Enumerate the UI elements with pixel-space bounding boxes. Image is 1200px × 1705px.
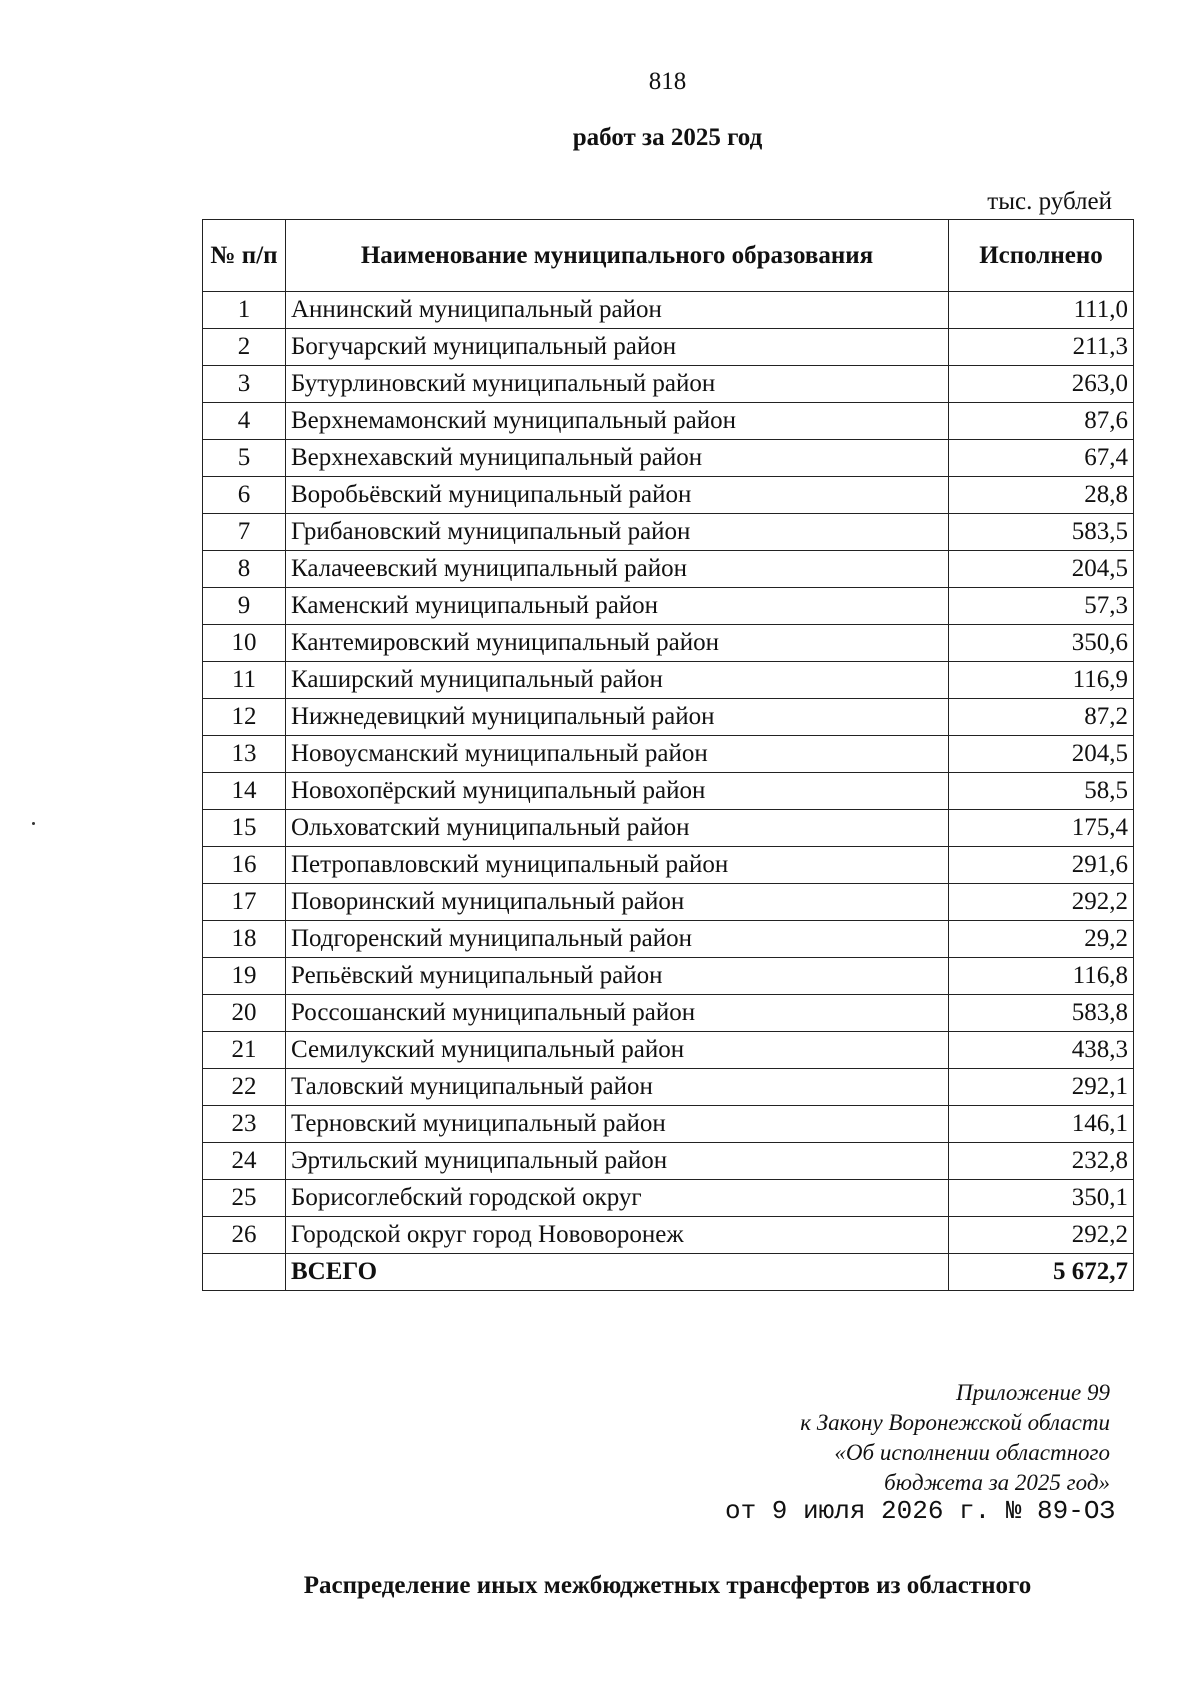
row-value: 583,5	[949, 514, 1134, 551]
row-name: Репьёвский муниципальный район	[286, 958, 949, 995]
row-name: Воробьёвский муниципальный район	[286, 477, 949, 514]
table-body	[203, 292, 1134, 1254]
table-row	[203, 625, 1134, 662]
row-number: 11	[203, 662, 286, 699]
row-value: 116,9	[949, 662, 1134, 699]
row-number: 10	[203, 625, 286, 662]
row-name: Борисоглебский городской округ	[286, 1180, 949, 1217]
row-number: 7	[203, 514, 286, 551]
table-row	[203, 958, 1134, 995]
row-name: Таловский муниципальный район	[286, 1069, 949, 1106]
row-value: 175,4	[949, 810, 1134, 847]
row-name: Новохопёрский муниципальный район	[286, 773, 949, 810]
row-number: 4	[203, 403, 286, 440]
row-number: 24	[203, 1143, 286, 1180]
table-row	[203, 1217, 1134, 1254]
row-number: 26	[203, 1217, 286, 1254]
row-value: 146,1	[949, 1106, 1134, 1143]
row-number: 2	[203, 329, 286, 366]
row-name: Городской округ город Нововоронеж	[286, 1217, 949, 1254]
annex-line: «Об исполнении областного	[834, 1440, 1110, 1465]
table-row	[203, 1069, 1134, 1106]
row-name: Калачеевский муниципальный район	[286, 551, 949, 588]
table-row	[203, 1143, 1134, 1180]
table-row	[203, 995, 1134, 1032]
row-value: 58,5	[949, 773, 1134, 810]
row-value: 204,5	[949, 736, 1134, 773]
total-value: 5 672,7	[949, 1254, 1134, 1291]
row-name: Верхнехавский муниципальный район	[286, 440, 949, 477]
annex-reference	[800, 1378, 1110, 1498]
row-value: 204,5	[949, 551, 1134, 588]
table-row	[203, 921, 1134, 958]
next-section-heading: Распределение иных межбюджетных трансфертов из областного	[303, 1572, 1032, 1599]
row-value: 111,0	[949, 292, 1134, 329]
row-value: 67,4	[949, 440, 1134, 477]
table-row	[203, 329, 1134, 366]
total-row	[203, 1254, 1134, 1291]
row-value: 292,1	[949, 1069, 1134, 1106]
table-row	[203, 551, 1134, 588]
row-number: 20	[203, 995, 286, 1032]
unit-label: тыс. рублей	[987, 188, 1112, 215]
row-name: Терновский муниципальный район	[286, 1106, 949, 1143]
row-number: 1	[203, 292, 286, 329]
row-name: Семилукский муниципальный район	[286, 1032, 949, 1069]
table-row	[203, 884, 1134, 921]
header-name: Наименование муниципального образования	[286, 220, 949, 292]
annex-line: к Закону Воронежской области	[800, 1410, 1110, 1435]
annex-line: бюджета за 2025 год»	[884, 1470, 1110, 1495]
row-number: 9	[203, 588, 286, 625]
annex-line: Приложение 99	[955, 1380, 1110, 1405]
row-number: 17	[203, 884, 286, 921]
row-value: 291,6	[949, 847, 1134, 884]
row-number: 5	[203, 440, 286, 477]
row-name: Нижнедевицкий муниципальный район	[286, 699, 949, 736]
table-row	[203, 292, 1134, 329]
row-number: 23	[203, 1106, 286, 1143]
row-value: 57,3	[949, 588, 1134, 625]
transfers-table	[202, 219, 1134, 1291]
total-label: ВСЕГО	[286, 1254, 949, 1291]
header-value: Исполнено	[949, 220, 1134, 292]
table-row	[203, 1106, 1134, 1143]
row-value: 292,2	[949, 1217, 1134, 1254]
total-num-cell	[203, 1254, 286, 1291]
row-value: 232,8	[949, 1143, 1134, 1180]
row-value: 211,3	[949, 329, 1134, 366]
table-row	[203, 773, 1134, 810]
table-row	[203, 736, 1134, 773]
row-name: Новоусманский муниципальный район	[286, 736, 949, 773]
scan-speck	[32, 822, 35, 825]
row-name: Подгоренский муниципальный район	[286, 921, 949, 958]
table-row	[203, 1032, 1134, 1069]
table-row	[203, 514, 1134, 551]
row-number: 13	[203, 736, 286, 773]
row-number: 12	[203, 699, 286, 736]
table-row	[203, 662, 1134, 699]
table-row	[203, 1180, 1134, 1217]
row-name: Кантемировский муниципальный район	[286, 625, 949, 662]
table-row	[203, 847, 1134, 884]
header-num	[203, 220, 286, 292]
row-number: 22	[203, 1069, 286, 1106]
row-value: 87,2	[949, 699, 1134, 736]
row-name: Бутурлиновский муниципальный район	[286, 366, 949, 403]
page-number: 818	[648, 68, 687, 95]
section-heading-continuation: работ за 2025 год	[572, 124, 763, 151]
row-value: 116,8	[949, 958, 1134, 995]
row-value: 28,8	[949, 477, 1134, 514]
row-name: Каменский муниципальный район	[286, 588, 949, 625]
row-number: 19	[203, 958, 286, 995]
row-name: Петропавловский муниципальный район	[286, 847, 949, 884]
table-row	[203, 588, 1134, 625]
row-value: 583,8	[949, 995, 1134, 1032]
row-name: Каширский муниципальный район	[286, 662, 949, 699]
row-number: 15	[203, 810, 286, 847]
row-value: 350,1	[949, 1180, 1134, 1217]
table-row	[203, 440, 1134, 477]
row-value: 292,2	[949, 884, 1134, 921]
row-number: 6	[203, 477, 286, 514]
row-number: 8	[203, 551, 286, 588]
row-value: 438,3	[949, 1032, 1134, 1069]
row-name: Ольховатский муниципальный район	[286, 810, 949, 847]
row-number: 21	[203, 1032, 286, 1069]
row-number: 25	[203, 1180, 286, 1217]
row-number: 18	[203, 921, 286, 958]
row-number: 3	[203, 366, 286, 403]
row-name: Грибановский муниципальный район	[286, 514, 949, 551]
row-value: 350,6	[949, 625, 1134, 662]
row-value: 87,6	[949, 403, 1134, 440]
row-name: Эртильский муниципальный район	[286, 1143, 949, 1180]
row-name: Россошанский муниципальный район	[286, 995, 949, 1032]
header-num-label: № п/п	[210, 241, 278, 269]
table-row	[203, 477, 1134, 514]
table-row	[203, 699, 1134, 736]
row-value: 263,0	[949, 366, 1134, 403]
law-date-stamp: от 9 июля 2026 г. № 89-ОЗ	[725, 1496, 1116, 1526]
row-value: 29,2	[949, 921, 1134, 958]
table-header-row	[203, 220, 1134, 292]
table-row	[203, 810, 1134, 847]
row-number: 14	[203, 773, 286, 810]
table-row	[203, 403, 1134, 440]
row-name: Аннинский муниципальный район	[286, 292, 949, 329]
row-name: Верхнемамонский муниципальный район	[286, 403, 949, 440]
row-number: 16	[203, 847, 286, 884]
row-name: Поворинский муниципальный район	[286, 884, 949, 921]
table-row	[203, 366, 1134, 403]
row-name: Богучарский муниципальный район	[286, 329, 949, 366]
